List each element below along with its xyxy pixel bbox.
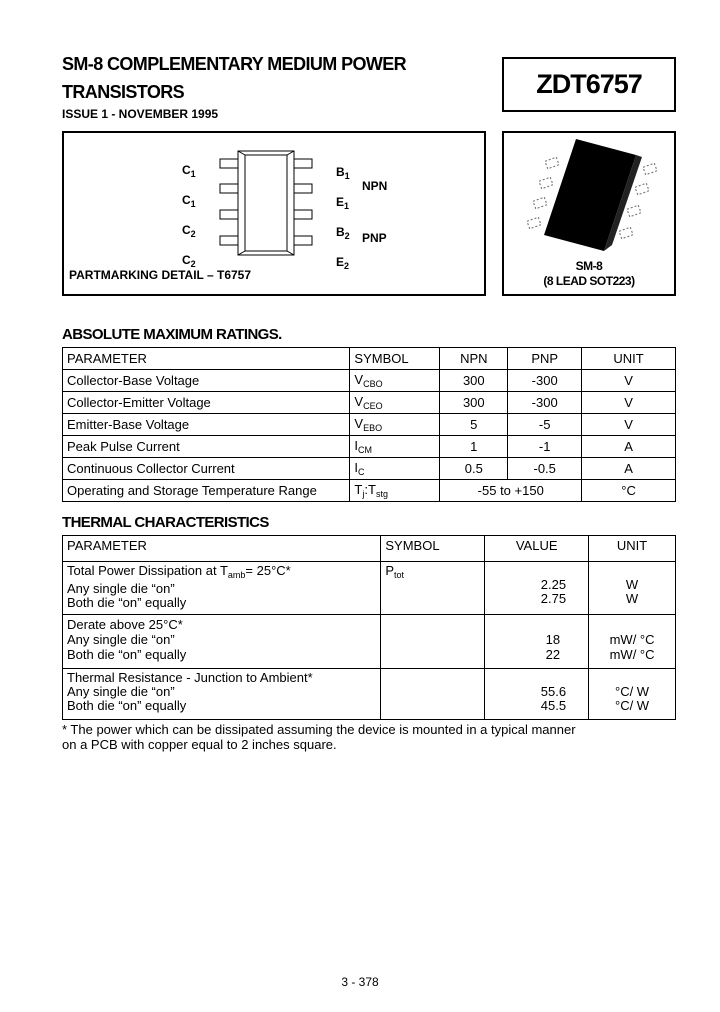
pinout-box: [62, 131, 486, 296]
pin-label: $C_2$: [182, 223, 196, 239]
partmarking-detail: PARTMARKING DETAIL – T6757: [69, 268, 252, 282]
npn-cell: 300: [440, 392, 508, 414]
document-title: [62, 52, 406, 104]
header-cell: PARAMETER: [63, 536, 381, 562]
param-cell: Total Power Dissipation at $T_{amb}= 25^\circ C*$ Any single die “on” Both die “on” equally: [63, 562, 381, 615]
footnote-line-2: on a PCB with copper equal to 2 inches square.: [62, 737, 337, 752]
page-number: 3 - 378: [341, 975, 379, 989]
npn-cell: 300: [440, 370, 508, 392]
symbol-cell: [381, 669, 485, 720]
table-row: [63, 436, 676, 458]
table-row: [63, 370, 676, 392]
title-line-1: SM-8 COMPLEMENTARY MEDIUM POWER: [62, 54, 407, 74]
part-number: ZDT6757: [536, 69, 642, 99]
symbol-cell: $P_{tot}$: [381, 562, 485, 615]
package-box: [502, 131, 676, 296]
package-name: SM-8: [575, 259, 603, 273]
table-row: [63, 615, 676, 669]
symbol-cell: $T_j:T_{stg}$: [350, 480, 440, 502]
table-row: [63, 458, 676, 480]
unit-cell: W W: [589, 562, 676, 615]
header-cell: VALUE: [485, 536, 589, 562]
table-row: [63, 669, 676, 720]
thermal-heading: THERMAL CHARACTERISTICS: [62, 514, 269, 531]
pin-label: $B_1$: [336, 165, 350, 181]
package-desc: (8 LEAD SOT223): [543, 274, 635, 288]
package-caption: [504, 259, 674, 289]
pnp-cell: -300: [508, 392, 582, 414]
param-cell: Continuous Collector Current: [63, 458, 350, 480]
footnote: [62, 722, 576, 752]
symbol-cell: $V_{EBO}$: [350, 414, 440, 436]
pin-label: $B_2$: [336, 225, 350, 241]
header-cell: NPN: [440, 348, 508, 370]
pnp-cell: -0.5: [508, 458, 582, 480]
pin-label: $C_1$: [182, 163, 196, 179]
param-cell: Thermal Resistance - Junction to Ambient* Any single die “on” Both die “on” equally: [63, 669, 381, 720]
npn-cell: 0.5: [440, 458, 508, 480]
range-cell: -55 to +150: [440, 480, 582, 502]
param-cell: Collector-Base Voltage: [63, 370, 350, 392]
unit-cell: mW/ °C mW/ °C: [589, 615, 676, 669]
symbol-cell: $I_C$: [350, 458, 440, 480]
header-cell: PARAMETER: [63, 348, 350, 370]
header-cell: SYMBOL: [350, 348, 440, 370]
param-cell: Peak Pulse Current: [63, 436, 350, 458]
sm8-package-icon: [504, 133, 674, 258]
param-cell: Derate above 25°C* Any single die “on” Both die “on” equally: [63, 615, 381, 669]
table-row: [63, 392, 676, 414]
unit-cell: °C: [582, 480, 676, 502]
issue-date: ISSUE 1 - NOVEMBER 1995: [62, 107, 219, 121]
value-cell: 2.25 2.75: [485, 562, 589, 615]
value-cell: 18 22: [485, 615, 589, 669]
table-header-row: [63, 536, 676, 562]
npn-cell: 5: [440, 414, 508, 436]
symbol-cell: $V_{CBO}$: [350, 370, 440, 392]
abs-max-table: [62, 347, 676, 502]
header-cell: PNP: [508, 348, 582, 370]
left-pin-labels: [182, 157, 196, 277]
unit-cell: V: [582, 392, 676, 414]
pin-label: $E_1$: [336, 195, 350, 211]
table-row: [63, 562, 676, 615]
unit-cell: A: [582, 458, 676, 480]
pnp-cell: -1: [508, 436, 582, 458]
npn-label: NPN: [362, 179, 388, 193]
symbol-cell: $V_{CEO}$: [350, 392, 440, 414]
pin-label: $E_2$: [336, 255, 350, 271]
header-cell: UNIT: [589, 536, 676, 562]
table-header-row: [63, 348, 676, 370]
title-line-2: TRANSISTORS: [62, 82, 185, 102]
param-cell: Operating and Storage Temperature Range: [63, 480, 350, 502]
unit-cell: A: [582, 436, 676, 458]
table-row: [63, 480, 676, 502]
unit-cell: V: [582, 414, 676, 436]
header-cell: UNIT: [582, 348, 676, 370]
unit-cell: °C/ W °C/ W: [589, 669, 676, 720]
pin-label: $C_2$: [182, 253, 196, 269]
symbol-cell: [381, 615, 485, 669]
unit-cell: V: [582, 370, 676, 392]
thermal-table: [62, 535, 676, 720]
pnp-cell: -300: [508, 370, 582, 392]
npn-cell: 1: [440, 436, 508, 458]
abs-max-heading: ABSOLUTE MAXIMUM RATINGS.: [62, 326, 282, 343]
pnp-label: PNP: [362, 231, 387, 245]
pnp-cell: -5: [508, 414, 582, 436]
right-pin-labels: [336, 159, 350, 279]
value-cell: 55.6 45.5: [485, 669, 589, 720]
param-cell: Collector-Emitter Voltage: [63, 392, 350, 414]
header-cell: SYMBOL: [381, 536, 485, 562]
footnote-line-1: * The power which can be dissipated assuming the device is mounted in a typical manner: [62, 722, 576, 737]
pin-label: $C_1$: [182, 193, 196, 209]
part-number-box: [502, 57, 676, 112]
table-row: [63, 414, 676, 436]
symbol-cell: $I_{CM}$: [350, 436, 440, 458]
param-cell: Emitter-Base Voltage: [63, 414, 350, 436]
